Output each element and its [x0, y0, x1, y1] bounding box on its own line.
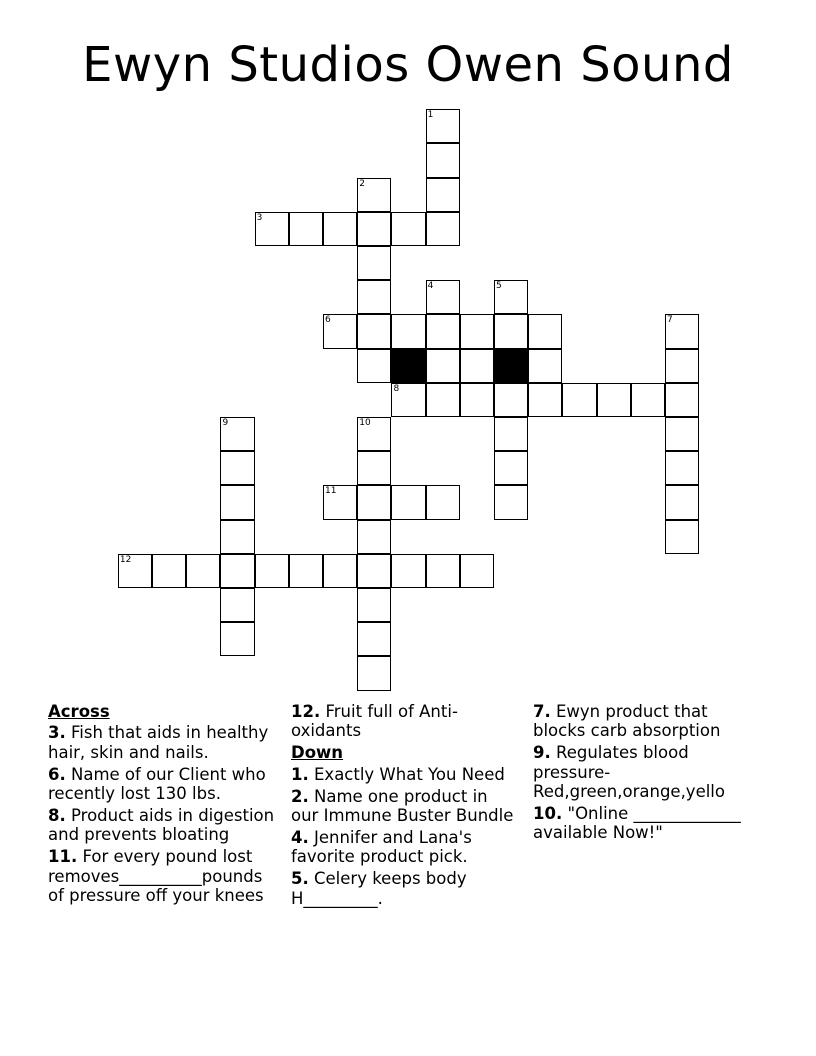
clue-text: Fish that aids in healthy hair, skin and nails. [48, 723, 269, 762]
clue-number: 10. [533, 804, 563, 824]
grid-cell[interactable] [426, 554, 460, 588]
grid-cell[interactable] [391, 314, 425, 348]
grid-cell[interactable] [255, 212, 289, 246]
grid-cell[interactable] [494, 485, 528, 519]
grid-cell[interactable] [426, 383, 460, 417]
clue-text: Jennifer and Lana's favorite product pick. [291, 827, 472, 867]
grid-cell[interactable] [460, 314, 494, 348]
clue-text: Celery keeps body H_________. [291, 869, 467, 908]
grid-cell[interactable] [391, 485, 425, 519]
grid-cell[interactable] [357, 520, 391, 554]
clue-number: 1. [291, 764, 309, 784]
grid-cell[interactable] [357, 246, 391, 280]
grid-cell[interactable] [118, 554, 152, 588]
cell-number: 3 [256, 212, 263, 223]
cell-number: 6 [325, 315, 331, 326]
grid-cell[interactable] [289, 212, 323, 246]
grid-cell[interactable] [357, 280, 391, 314]
grid-cell[interactable] [323, 485, 357, 519]
grid-cell[interactable] [391, 554, 425, 588]
grid-cell[interactable] [665, 349, 699, 383]
grid-cell[interactable] [597, 383, 631, 417]
grid-cell[interactable] [357, 451, 391, 485]
grid-cell[interactable] [323, 212, 357, 246]
cell-number: 8 [393, 383, 400, 394]
grid-cell[interactable] [220, 622, 254, 656]
down-clue[interactable] [533, 702, 763, 741]
clue-number: 9. [533, 743, 551, 763]
clue-number: 12. [291, 702, 321, 721]
grid-cell[interactable] [220, 554, 254, 588]
grid-cell[interactable] [460, 349, 494, 383]
clue-number: 2. [291, 786, 309, 806]
grid-cell[interactable] [426, 212, 460, 246]
across-heading: Across [48, 702, 110, 721]
grid-cell[interactable] [665, 417, 699, 451]
grid-cell[interactable] [426, 314, 460, 348]
grid-cell[interactable] [357, 554, 391, 588]
cell-number: 4 [427, 281, 434, 292]
grid-cell[interactable] [528, 383, 562, 417]
clue-number: 8. [48, 806, 66, 826]
grid-cell[interactable] [220, 485, 254, 519]
grid-cell[interactable] [562, 383, 596, 417]
grid-cell[interactable] [152, 554, 186, 588]
grid-cell[interactable] [357, 588, 391, 622]
clue-text: Fruit full of Anti-oxidants [291, 702, 458, 741]
cell-number: 9 [222, 418, 229, 429]
grid-cell[interactable] [665, 485, 699, 519]
grid-cell[interactable] [391, 212, 425, 246]
clue-text: Name of our Client who recently lost 130 lbs. [48, 764, 266, 804]
clue-text: Exactly What You Need [314, 764, 505, 784]
grid-cell[interactable] [357, 485, 391, 519]
clue-number: 5. [291, 869, 309, 889]
down-clue[interactable] [291, 787, 516, 826]
grid-cell[interactable] [255, 554, 289, 588]
clue-text: "Online _____________ available Now!" [533, 804, 741, 843]
grid-cell[interactable] [494, 383, 528, 417]
across-clue[interactable] [48, 765, 283, 804]
grid-cell[interactable] [357, 656, 391, 690]
puzzle-title: Ewyn Studios Owen Sound [82, 37, 734, 93]
clue-column-3 [533, 702, 763, 845]
clue-number: 11. [48, 847, 78, 867]
grid-cell[interactable] [357, 417, 391, 451]
grid-cell[interactable] [220, 588, 254, 622]
grid-cell[interactable] [323, 554, 357, 588]
grid-cell[interactable] [357, 622, 391, 656]
cell-number: 2 [359, 178, 365, 189]
grid-cell[interactable] [357, 349, 391, 383]
grid-cell[interactable] [220, 451, 254, 485]
clue-text: Name one product in our Immune Buster Bundle [291, 786, 514, 826]
grid-cell[interactable] [289, 554, 323, 588]
grid-cell[interactable] [494, 314, 528, 348]
down-clue[interactable] [291, 828, 516, 867]
grid-cell[interactable] [631, 383, 665, 417]
clue-text: For every pound lost removes__________pounds of pressure off your knees [48, 847, 264, 906]
clue-number: 4. [291, 827, 309, 847]
down-clue[interactable] [533, 743, 763, 801]
clue-number: 3. [48, 723, 66, 743]
grid-cell[interactable] [426, 349, 460, 383]
grid-cell[interactable] [357, 212, 391, 246]
clue-column-1 [48, 702, 283, 908]
down-clue[interactable] [291, 765, 516, 784]
clue-text: Ewyn product that blocks carb absorption [533, 702, 721, 741]
blocked-cell [391, 349, 425, 383]
grid-cell[interactable] [460, 554, 494, 588]
cell-number: 1 [427, 110, 434, 121]
clue-text: Regulates blood pressure- Red,green,orange,yello [533, 743, 725, 802]
grid-cell[interactable] [323, 314, 357, 348]
grid-cell[interactable] [426, 485, 460, 519]
across-clue[interactable] [48, 847, 283, 905]
cell-number: 12 [119, 554, 132, 565]
grid-cell[interactable] [494, 280, 528, 314]
grid-cell[interactable] [426, 280, 460, 314]
grid-cell[interactable] [460, 383, 494, 417]
across-clue[interactable] [48, 806, 283, 845]
cell-number: 5 [496, 281, 502, 292]
grid-cell[interactable] [665, 383, 699, 417]
clue-column-2 [291, 702, 516, 911]
grid-cell[interactable] [220, 520, 254, 554]
grid-cell[interactable] [665, 451, 699, 485]
blocked-cell [494, 349, 528, 383]
grid-cell[interactable] [665, 520, 699, 554]
grid-cell[interactable] [494, 451, 528, 485]
grid-cell[interactable] [528, 314, 562, 348]
grid-cell[interactable] [665, 314, 699, 348]
clue-number: 6. [48, 764, 66, 784]
down-heading: Down [291, 743, 344, 763]
cell-number: 7 [667, 315, 673, 326]
clue-number: 7. [533, 702, 551, 721]
down-clue[interactable] [291, 869, 516, 908]
grid-cell[interactable] [426, 109, 460, 143]
grid-cell[interactable] [494, 417, 528, 451]
grid-cell[interactable] [426, 143, 460, 177]
grid-cell[interactable] [391, 383, 425, 417]
across-clue[interactable] [48, 723, 283, 762]
grid-cell[interactable] [357, 314, 391, 348]
grid-cell[interactable] [220, 417, 254, 451]
grid-cell[interactable] [426, 178, 460, 212]
cell-number: 10 [359, 418, 371, 429]
clue-text: Product aids in digestion and prevents bloating [48, 806, 275, 845]
down-clue[interactable] [533, 804, 763, 843]
grid-cell[interactable] [528, 349, 562, 383]
across-clue[interactable] [291, 702, 516, 741]
cell-number: 11 [325, 486, 337, 497]
grid-cell[interactable] [357, 178, 391, 212]
grid-cell[interactable] [186, 554, 220, 588]
